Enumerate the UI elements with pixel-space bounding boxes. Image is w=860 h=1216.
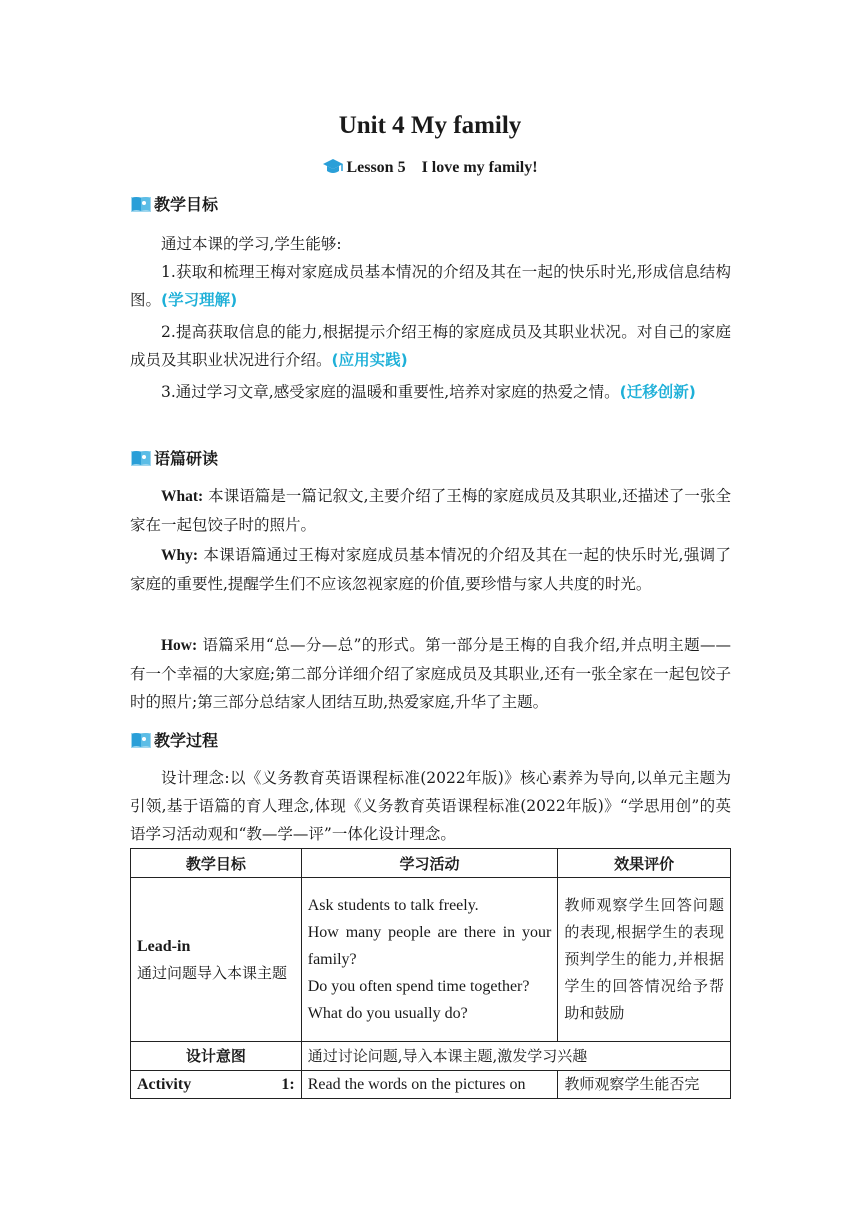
goal-tag: (应用实践)	[331, 351, 408, 369]
table-header-cell: 学习活动	[301, 849, 558, 878]
goal-item-2: 2.提高获取信息的能力,根据提示介绍王梅的家庭成员及其职业状况。对自己的家庭成员及其职业状况进行介绍。(应用实践)	[130, 323, 731, 369]
goal-item-1: 1.获取和梳理王梅对家庭成员基本情况的介绍及其在一起的快乐时光,形成信息结构图。(学习理解)	[130, 263, 731, 309]
analysis-what: What: 本课语篇是一篇记叙文,主要介绍了王梅的家庭成员及其职业,还描述了一张全家在一起包饺子时的照片。	[130, 487, 731, 534]
lesson-subtitle	[0, 158, 860, 181]
section-heading-text: 教学目标	[154, 195, 219, 214]
table-cell-design-intent: 通过讨论问题,导入本课主题,激发学习兴趣	[301, 1042, 730, 1071]
section-heading-text: 语篇研读	[154, 449, 219, 468]
goal-tag: (学习理解)	[161, 291, 238, 309]
page-title: Unit 4 My family	[338, 112, 522, 139]
table-row	[131, 1042, 731, 1071]
table-cell-goal: Activity 1:	[131, 1071, 302, 1099]
table-header-cell: 效果评价	[558, 849, 731, 878]
goals-intro: 通过本课的学习,学生能够:	[161, 235, 342, 253]
section-heading-text: 教学过程	[154, 731, 219, 750]
table-row	[131, 878, 731, 1042]
book-icon	[130, 194, 152, 218]
section-goals-heading	[130, 192, 218, 218]
table-header-row	[131, 849, 731, 878]
process-intro: 设计理念:以《义务教育英语课程标准(2022年版)》核心素养为导向,以单元主题为引领,基于语篇的育人理念,体现《义务教育英语课程标准(2022年版)》“学思用创”的英语学习活动观和“教—学—评”一体化设计理念。	[130, 769, 731, 843]
goal-tag: (迁移创新)	[619, 383, 696, 401]
table-cell-label: 设计意图	[131, 1042, 302, 1071]
lesson-title: Lesson 5 I love my family!	[346, 159, 538, 176]
table-row	[131, 1071, 731, 1099]
section-process-heading	[130, 728, 218, 754]
book-icon	[130, 448, 152, 472]
lesson-plan-table	[130, 848, 731, 1099]
table-cell-evaluation: 教师观察学生回答问题的表现,根据学生的表现预判学生的能力,并根据学生的回答情况给予帮助和鼓励	[558, 878, 731, 1042]
analysis-how: How: 语篇采用“总—分—总”的形式。第一部分是王梅的自我介绍,并点明主题——有一个幸福的大家庭;第二部分详细介绍了家庭成员及其职业,还有一张全家在一起包饺子时的照片;第三部分总结家人团结互助,热爱家庭,升华了主题。	[130, 636, 731, 711]
table-cell-activity: Ask students to talk freely. How many people are there in your family? Do you often spend time together? What do you usually do?	[301, 878, 558, 1042]
table-cell-activity: Read the words on the pictures on	[301, 1071, 558, 1099]
book-icon	[130, 730, 152, 754]
goal-item-3: 3.通过学习文章,感受家庭的温暖和重要性,培养对家庭的热爱之情。(迁移创新)	[161, 383, 696, 401]
table-header-cell: 教学目标	[131, 849, 302, 878]
table-cell-evaluation: 教师观察学生能否完	[558, 1071, 731, 1099]
graduation-cap-icon	[322, 158, 344, 181]
table-cell-goal: Lead-in 通过问题导入本课主题	[131, 878, 302, 1042]
analysis-why: Why: 本课语篇通过王梅对家庭成员基本情况的介绍及其在一起的快乐时光,强调了家庭的重要性,提醒学生们不应该忽视家庭的价值,要珍惜与家人共度的时光。	[130, 546, 731, 593]
section-analysis-heading	[130, 446, 218, 472]
